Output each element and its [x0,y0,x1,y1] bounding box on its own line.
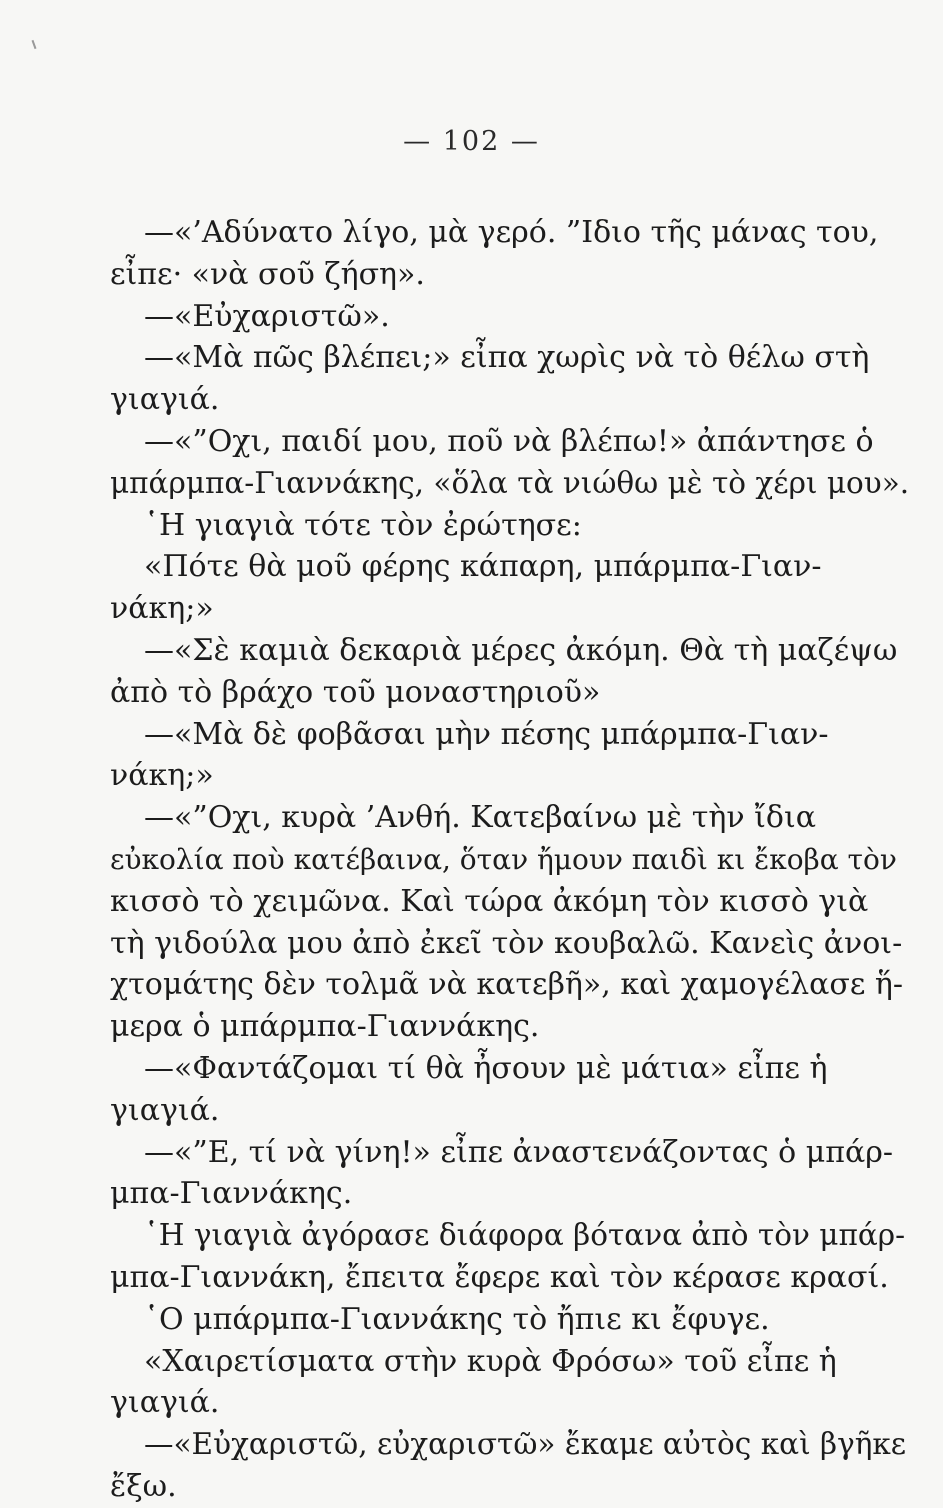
text-line: —«Εὐχαριστῶ». [144,298,390,334]
text-line: εὐκολία ποὺ κατέβαινα, ὅταν ἤμουν παιδὶ κι ἔκοβα τὸν [110,842,897,876]
text-line: ῾Ο μπάρμπα-Γιαννάκης τὸ ἤπιε κι ἔφυγε. [144,1301,770,1337]
text-line: ῾Η γιαγιὰ ἀγόρασε διάφορα βότανα ἀπὸ τὸν μπάρ- [144,1218,906,1253]
text-line: γιαγιά. [110,1385,220,1421]
text-line: —«Εὐχαριστῶ, εὐχαριστῶ» ἔκαμε αὐτὸς καὶ βγῆκε [144,1427,907,1462]
text-line: —«Μὰ πῶς βλέπει;» εἶπα χωρὶς νὰ τὸ θέλω στὴ [144,340,870,376]
text-line: «Πότε θὰ μοῦ φέρης κάπαρη, μπάρμπα-Γιαν- [144,549,822,585]
text-line: γιαγιά. [110,1092,220,1128]
text-line: γιαγιά. [110,382,220,418]
page-number: — 102 — [403,126,540,157]
text-line: —«’Αδύνατο λίγο, μὰ γερό. ”Ιδιο τῆς μάνας του, [144,215,879,250]
text-line: εἶπε· «νὰ σοῦ ζήση». [110,256,425,292]
text-line: —«”Οχι, παιδί μου, ποῦ νὰ βλέπω!» ἀπάντησε ὁ [144,423,874,459]
body-text [110,212,910,1508]
text-line: «Χαιρετίσματα στὴν κυρὰ Φρόσω» τοῦ εἶπε ἡ [144,1343,837,1379]
text-line: μπάρμπα-Γιαννάκης, «ὅλα τὰ νιώθω μὲ τὸ χέρι μου». [110,465,910,500]
text-line: ἀπὸ τὸ βράχο τοῦ μοναστηριοῦ» [110,674,601,710]
text-line: —«Σὲ καμιὰ δεκαριὰ μέρες ἀκόμη. Θὰ τὴ μαζέψω [144,632,898,668]
text-line: μπα-Γιαννάκης. [110,1176,353,1212]
text-line: μπα-Γιαννάκη, ἔπειτα ἔφερε καὶ τὸν κέρασε κρασί. [110,1259,889,1295]
text-line: κισσὸ τὸ χειμῶνα. Καὶ τώρα ἀκόμη τὸν κισσὸ γιὰ [110,883,869,919]
text-line: μερα ὁ μπάρμπα-Γιαννάκης. [110,1009,540,1045]
text-line: νάκη;» [110,591,214,627]
text-line: ῾Η γιαγιὰ τότε τὸν ἐρώτησε: [144,507,582,543]
text-line: —«”Οχι, κυρὰ ’Ανθή. Κατεβαίνω μὲ τὴν ἴδια [144,800,816,836]
text-line: ἔξω. [110,1468,177,1504]
text-line: —«”Ε, τί νὰ γίνη!» εἶπε ἀναστενάζοντας ὁ μπάρ- [144,1134,894,1170]
text-line: —«Μὰ δὲ φοβᾶσαι μὴν πέσης μπάρμπα-Γιαν- [144,716,829,752]
paper-speck [32,40,37,49]
text-line: —«Φαντάζομαι τί θὰ ἦσουν μὲ μάτια» εἶπε ἡ [144,1050,828,1086]
text-line: τὴ γιδούλα μου ἀπὸ ἐκεῖ τὸν κουβαλῶ. Κανεὶς ἀνοι- [110,925,903,961]
text-line: νάκη;» [110,758,214,794]
text-line: χτομάτης δὲν τολμᾶ νὰ κατεβῆ», καὶ χαμογέλασε ἥ- [110,967,904,1003]
